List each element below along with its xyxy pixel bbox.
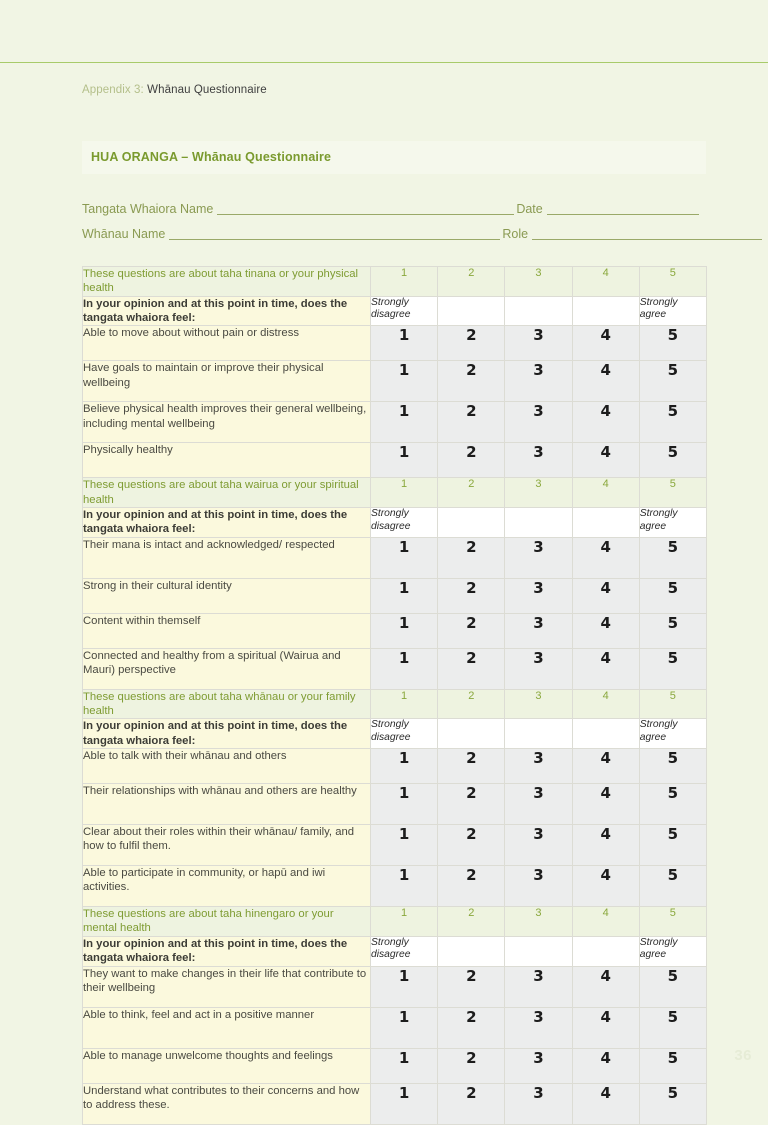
rating-option-2[interactable]: 2 [438, 749, 505, 784]
rating-option-5[interactable]: 5 [639, 749, 706, 784]
rating-option-3[interactable]: 3 [505, 537, 572, 578]
rating-option-4[interactable]: 4 [572, 784, 639, 825]
rating-option-5[interactable]: 5 [639, 1083, 706, 1124]
scale-header-3: 3 [505, 689, 572, 719]
rating-option-3[interactable]: 3 [505, 613, 572, 648]
low-anchor-label: Strongly disagree [371, 508, 438, 538]
question-text: Clear about their roles within their whānau/ family, and how to fulfil them. [83, 825, 371, 866]
rating-option-5[interactable]: 5 [639, 578, 706, 613]
rating-option-1[interactable]: 1 [371, 749, 438, 784]
question-text: They want to make changes in their life that contribute to their wellbeing [83, 966, 371, 1007]
section-heading: These questions are about taha hinengaro or your mental health [83, 907, 371, 937]
question-text: Physically healthy [83, 443, 371, 478]
high-anchor-label: Strongly agree [639, 296, 706, 326]
rating-option-2[interactable]: 2 [438, 613, 505, 648]
rating-option-5[interactable]: 5 [639, 613, 706, 648]
appendix-heading [82, 84, 706, 96]
instruction-text: In your opinion and at this point in time, does the tangata whaiora feel: [83, 508, 371, 538]
rating-option-1[interactable]: 1 [371, 326, 438, 361]
instruction-text: In your opinion and at this point in time, does the tangata whaiora feel: [83, 296, 371, 326]
rating-option-2[interactable]: 2 [438, 825, 505, 866]
rating-option-5[interactable]: 5 [639, 537, 706, 578]
rating-option-2[interactable]: 2 [438, 402, 505, 443]
rating-option-5[interactable]: 5 [639, 326, 706, 361]
appendix-title: Whānau Questionnaire [147, 84, 267, 96]
low-anchor-label: Strongly disagree [371, 936, 438, 966]
date-label: Date [516, 202, 543, 216]
rating-option-5[interactable]: 5 [639, 443, 706, 478]
anchor-spacer [438, 719, 505, 749]
instruction-row [83, 508, 707, 538]
rating-option-3[interactable]: 3 [505, 1083, 572, 1124]
section-header-row [83, 907, 707, 937]
rating-option-5[interactable]: 5 [639, 1048, 706, 1083]
rating-option-4[interactable]: 4 [572, 326, 639, 361]
whanau-name-input[interactable] [169, 226, 500, 240]
question-row [83, 784, 707, 825]
anchor-spacer [572, 936, 639, 966]
rating-option-2[interactable]: 2 [438, 966, 505, 1007]
question-row [83, 1048, 707, 1083]
whanau-name-label: Whānau Name [82, 227, 166, 241]
rating-option-4[interactable]: 4 [572, 966, 639, 1007]
rating-option-3[interactable]: 3 [505, 443, 572, 478]
rating-option-1[interactable]: 1 [371, 784, 438, 825]
page-content [82, 84, 706, 1125]
scale-header-3: 3 [505, 267, 572, 297]
rating-option-3[interactable]: 3 [505, 1048, 572, 1083]
scale-header-4: 4 [572, 478, 639, 508]
scale-header-5: 5 [639, 907, 706, 937]
scale-header-3: 3 [505, 478, 572, 508]
question-text: Able to think, feel and act in a positive manner [83, 1007, 371, 1048]
rating-option-4[interactable]: 4 [572, 361, 639, 402]
anchor-spacer [438, 296, 505, 326]
rating-option-3[interactable]: 3 [505, 749, 572, 784]
anchor-spacer [572, 508, 639, 538]
question-text: Able to talk with their whānau and others [83, 749, 371, 784]
rating-option-4[interactable]: 4 [572, 825, 639, 866]
appendix-label: Appendix 3: [82, 84, 144, 96]
rating-option-2[interactable]: 2 [438, 648, 505, 689]
instruction-text: In your opinion and at this point in time, does the tangata whaiora feel: [83, 936, 371, 966]
question-text: Their mana is intact and acknowledged/ respected [83, 537, 371, 578]
rating-option-1[interactable]: 1 [371, 966, 438, 1007]
anchor-spacer [505, 296, 572, 326]
questionnaire-table [82, 266, 707, 1125]
question-text: Connected and healthy from a spiritual (Wairua and Mauri) perspective [83, 648, 371, 689]
scale-header-1: 1 [371, 907, 438, 937]
rating-option-4[interactable]: 4 [572, 613, 639, 648]
scale-header-4: 4 [572, 907, 639, 937]
respondent-fields [82, 201, 706, 241]
rating-option-3[interactable]: 3 [505, 866, 572, 907]
section-heading: These questions are about taha wairua or your spiritual health [83, 478, 371, 508]
instruction-row [83, 719, 707, 749]
rating-option-4[interactable]: 4 [572, 648, 639, 689]
rating-option-2[interactable]: 2 [438, 443, 505, 478]
question-row [83, 866, 707, 907]
question-row [83, 966, 707, 1007]
rating-option-3[interactable]: 3 [505, 1007, 572, 1048]
rating-option-3[interactable]: 3 [505, 326, 572, 361]
question-row [83, 326, 707, 361]
scale-header-5: 5 [639, 478, 706, 508]
low-anchor-label: Strongly disagree [371, 296, 438, 326]
question-row [83, 825, 707, 866]
high-anchor-label: Strongly agree [639, 508, 706, 538]
section-heading: These questions are about taha whānau or your family health [83, 689, 371, 719]
rating-option-1[interactable]: 1 [371, 648, 438, 689]
rating-option-1[interactable]: 1 [371, 537, 438, 578]
rating-option-4[interactable]: 4 [572, 866, 639, 907]
role-input[interactable] [532, 226, 762, 240]
low-anchor-label: Strongly disagree [371, 719, 438, 749]
form-title: HUA ORANGA – Whānau Questionnaire [91, 150, 332, 164]
question-text: Content within themself [83, 613, 371, 648]
rating-option-2[interactable]: 2 [438, 361, 505, 402]
anchor-spacer [505, 936, 572, 966]
scale-header-4: 4 [572, 689, 639, 719]
rating-option-5[interactable]: 5 [639, 648, 706, 689]
rating-option-3[interactable]: 3 [505, 361, 572, 402]
scale-header-2: 2 [438, 689, 505, 719]
question-text: Able to manage unwelcome thoughts and feelings [83, 1048, 371, 1083]
date-input[interactable] [547, 201, 699, 215]
scale-header-1: 1 [371, 267, 438, 297]
rating-option-1[interactable]: 1 [371, 443, 438, 478]
rating-option-4[interactable]: 4 [572, 537, 639, 578]
question-text: Strong in their cultural identity [83, 578, 371, 613]
high-anchor-label: Strongly agree [639, 936, 706, 966]
scale-header-1: 1 [371, 478, 438, 508]
rating-option-4[interactable]: 4 [572, 443, 639, 478]
rating-option-2[interactable]: 2 [438, 326, 505, 361]
rating-option-1[interactable]: 1 [371, 361, 438, 402]
rating-option-2[interactable]: 2 [438, 578, 505, 613]
question-row [83, 1083, 707, 1124]
scale-header-2: 2 [438, 907, 505, 937]
question-text: Believe physical health improves their general wellbeing, including mental wellbeing [83, 402, 371, 443]
section-header-row [83, 267, 707, 297]
instruction-text: In your opinion and at this point in time, does the tangata whaiora feel: [83, 719, 371, 749]
rating-option-4[interactable]: 4 [572, 402, 639, 443]
rating-option-2[interactable]: 2 [438, 537, 505, 578]
question-text: Their relationships with whānau and others are healthy [83, 784, 371, 825]
rating-option-2[interactable]: 2 [438, 1007, 505, 1048]
question-row [83, 361, 707, 402]
section-header-row [83, 689, 707, 719]
role-label: Role [502, 227, 529, 241]
header-divider [0, 62, 768, 63]
rating-option-3[interactable]: 3 [505, 825, 572, 866]
field-row-tangata-whaiora [82, 201, 706, 216]
rating-option-1[interactable]: 1 [371, 866, 438, 907]
scale-header-1: 1 [371, 689, 438, 719]
question-row [83, 578, 707, 613]
scale-header-2: 2 [438, 478, 505, 508]
rating-option-1[interactable]: 1 [371, 825, 438, 866]
question-row [83, 443, 707, 478]
rating-option-3[interactable]: 3 [505, 966, 572, 1007]
rating-option-2[interactable]: 2 [438, 1048, 505, 1083]
rating-option-2[interactable]: 2 [438, 1083, 505, 1124]
rating-option-1[interactable]: 1 [371, 578, 438, 613]
anchor-spacer [572, 296, 639, 326]
section-heading: These questions are about taha tinana or your physical health [83, 267, 371, 297]
question-text: Understand what contributes to their concerns and how to address these. [83, 1083, 371, 1124]
section-header-row [83, 478, 707, 508]
rating-option-4[interactable]: 4 [572, 578, 639, 613]
form-title-bar [82, 141, 706, 174]
scale-header-4: 4 [572, 267, 639, 297]
field-row-whanau [82, 226, 706, 241]
rating-option-4[interactable]: 4 [572, 1083, 639, 1124]
question-text: Able to participate in community, or hapū and iwi activities. [83, 866, 371, 907]
rating-option-1[interactable]: 1 [371, 1083, 438, 1124]
rating-option-5[interactable]: 5 [639, 866, 706, 907]
rating-option-3[interactable]: 3 [505, 402, 572, 443]
anchor-spacer [505, 719, 572, 749]
scale-header-2: 2 [438, 267, 505, 297]
question-row [83, 1007, 707, 1048]
high-anchor-label: Strongly agree [639, 719, 706, 749]
scale-header-5: 5 [639, 689, 706, 719]
question-text: Able to move about without pain or distress [83, 326, 371, 361]
question-row [83, 537, 707, 578]
rating-option-3[interactable]: 3 [505, 784, 572, 825]
rating-option-3[interactable]: 3 [505, 578, 572, 613]
rating-option-2[interactable]: 2 [438, 866, 505, 907]
anchor-spacer [438, 936, 505, 966]
question-row [83, 613, 707, 648]
rating-option-5[interactable]: 5 [639, 1007, 706, 1048]
rating-option-4[interactable]: 4 [572, 1007, 639, 1048]
scale-header-5: 5 [639, 267, 706, 297]
rating-option-1[interactable]: 1 [371, 613, 438, 648]
tangata-whaiora-name-label: Tangata Whaiora Name [82, 202, 214, 216]
rating-option-5[interactable]: 5 [639, 784, 706, 825]
instruction-row [83, 296, 707, 326]
rating-option-5[interactable]: 5 [639, 361, 706, 402]
instruction-row [83, 936, 707, 966]
anchor-spacer [438, 508, 505, 538]
rating-option-2[interactable]: 2 [438, 784, 505, 825]
scale-header-3: 3 [505, 907, 572, 937]
rating-option-1[interactable]: 1 [371, 1048, 438, 1083]
rating-option-1[interactable]: 1 [371, 1007, 438, 1048]
question-row [83, 648, 707, 689]
question-text: Have goals to maintain or improve their physical wellbeing [83, 361, 371, 402]
rating-option-4[interactable]: 4 [572, 749, 639, 784]
anchor-spacer [572, 719, 639, 749]
question-row [83, 749, 707, 784]
rating-option-3[interactable]: 3 [505, 648, 572, 689]
rating-option-5[interactable]: 5 [639, 966, 706, 1007]
rating-option-4[interactable]: 4 [572, 1048, 639, 1083]
tangata-whaiora-name-input[interactable] [217, 201, 514, 215]
anchor-spacer [505, 508, 572, 538]
rating-option-1[interactable]: 1 [371, 402, 438, 443]
rating-option-5[interactable]: 5 [639, 825, 706, 866]
rating-option-5[interactable]: 5 [639, 402, 706, 443]
question-row [83, 402, 707, 443]
page-number: 36 [734, 1047, 752, 1064]
